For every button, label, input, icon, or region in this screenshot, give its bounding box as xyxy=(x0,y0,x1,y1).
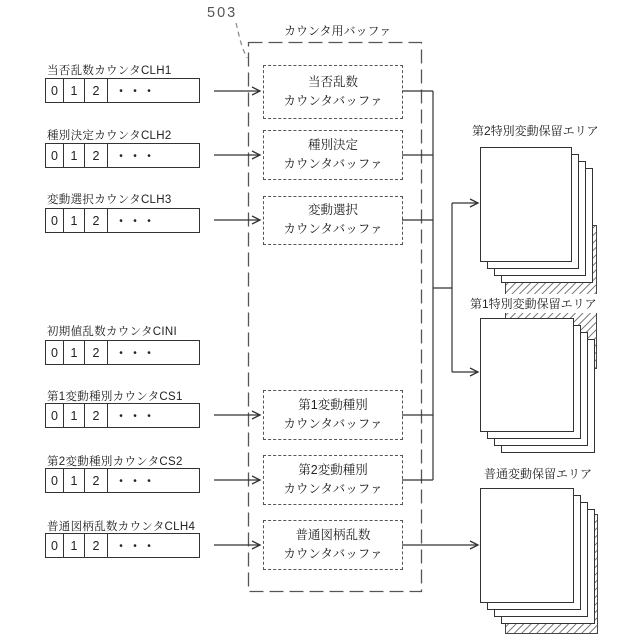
counter-label-clh2: 種別決定カウンタCLH2 xyxy=(47,130,172,142)
ref-number-503: 503 xyxy=(207,5,238,21)
right-arrows xyxy=(402,203,478,545)
counter-cell: 0 xyxy=(46,79,64,102)
buffer-line: カウンタバッファ xyxy=(283,222,383,236)
counter-box-clh3 xyxy=(45,208,200,233)
counter-cell: 0 xyxy=(46,534,64,557)
counter-cell: 1 xyxy=(64,144,85,167)
counter-label-cini: 初期値乱数カウンタCINI xyxy=(47,326,177,338)
hold-card-front xyxy=(480,488,574,603)
counter-cell: 1 xyxy=(64,404,85,427)
counter-cell: 1 xyxy=(64,534,85,557)
counter-cell: 2 xyxy=(85,144,108,167)
buffer-line: 変動選択 xyxy=(307,203,358,218)
counter-cell: 2 xyxy=(85,404,108,427)
counter-box-cs1 xyxy=(45,403,200,428)
counter-cell: 2 xyxy=(85,534,108,557)
counter-cell-ellipsis: ・・・ xyxy=(115,84,158,98)
buffer-box-hendou-sentaku xyxy=(263,196,403,245)
counter-box-clh2 xyxy=(45,143,200,168)
buffer-box-futsuu-zugara xyxy=(263,520,403,570)
bus-lines xyxy=(402,91,452,480)
buffer-box-dai1-hendou xyxy=(263,390,403,440)
counter-label-clh4: 普通図柄乱数カウンタCLH4 xyxy=(47,521,196,533)
counter-cell: 2 xyxy=(85,79,108,102)
counter-buffer-container-label: カウンタ用バッファ xyxy=(284,24,392,38)
buffer-line: カウンタバッファ xyxy=(283,93,383,108)
counter-cell: 1 xyxy=(64,341,85,364)
buffer-line: カウンタバッファ xyxy=(283,481,383,496)
area-label-dai2-tokubetsu: 第2特別変動保留エリア xyxy=(472,124,599,138)
counter-cell: 2 xyxy=(85,209,108,232)
counter-cell-ellipsis: ・・・ xyxy=(115,346,158,360)
counter-label-cs1: 第1変動種別カウンタCS1 xyxy=(47,391,183,403)
buffer-line: 当否乱数 xyxy=(307,74,358,89)
counter-cell: 0 xyxy=(46,144,64,167)
counter-cell: 0 xyxy=(46,404,64,427)
counter-box-cs2 xyxy=(45,468,200,493)
counter-cell: 2 xyxy=(85,469,108,492)
counter-cell-ellipsis: ・・・ xyxy=(115,149,158,163)
buffer-line: 第1変動種別 xyxy=(298,397,368,412)
counter-label-clh1: 当否乱数カウンタCLH1 xyxy=(47,65,172,77)
counter-cell: 1 xyxy=(64,469,85,492)
counter-cell: 0 xyxy=(46,209,64,232)
buffer-box-shubetsu xyxy=(263,130,403,180)
buffer-line: カウンタバッファ xyxy=(283,156,383,171)
left-arrows xyxy=(214,91,260,545)
counter-cell: 2 xyxy=(85,341,108,364)
buffer-line: カウンタバッファ xyxy=(283,416,383,431)
counter-box-clh4 xyxy=(45,533,200,558)
counter-cell: 1 xyxy=(64,79,85,102)
buffer-line: 第2変動種別 xyxy=(298,462,368,477)
hold-card-front xyxy=(480,147,572,262)
buffer-box-dai2-hendou xyxy=(263,455,403,505)
buffer-box-touhi xyxy=(263,65,403,119)
counter-cell: 1 xyxy=(64,209,85,232)
counter-cell: 0 xyxy=(46,469,64,492)
buffer-line: カウンタバッファ xyxy=(283,546,383,561)
area-label-dai1-tokubetsu: 第1特別変動保留エリア xyxy=(467,294,600,313)
counter-cell-ellipsis: ・・・ xyxy=(115,539,158,553)
buffer-line: 種別決定 xyxy=(307,137,358,152)
hold-card-front xyxy=(480,318,574,432)
counter-buffer-container-outline xyxy=(249,43,422,592)
counter-cell-ellipsis: ・・・ xyxy=(115,214,158,228)
ref-503-leader-line xyxy=(236,23,247,58)
area-label-futsuu: 普通変動保留エリア xyxy=(484,467,593,481)
counter-cell-ellipsis: ・・・ xyxy=(115,409,158,423)
counter-cell-ellipsis: ・・・ xyxy=(115,474,158,488)
counter-label-cs2: 第2変動種別カウンタCS2 xyxy=(47,456,183,468)
counter-box-cini xyxy=(45,340,200,365)
counter-label-clh3: 変動選択カウンタCLH3 xyxy=(47,194,172,206)
counter-box-clh1 xyxy=(45,78,200,103)
buffer-line: 普通図柄乱数 xyxy=(295,527,371,542)
counter-cell: 0 xyxy=(46,341,64,364)
